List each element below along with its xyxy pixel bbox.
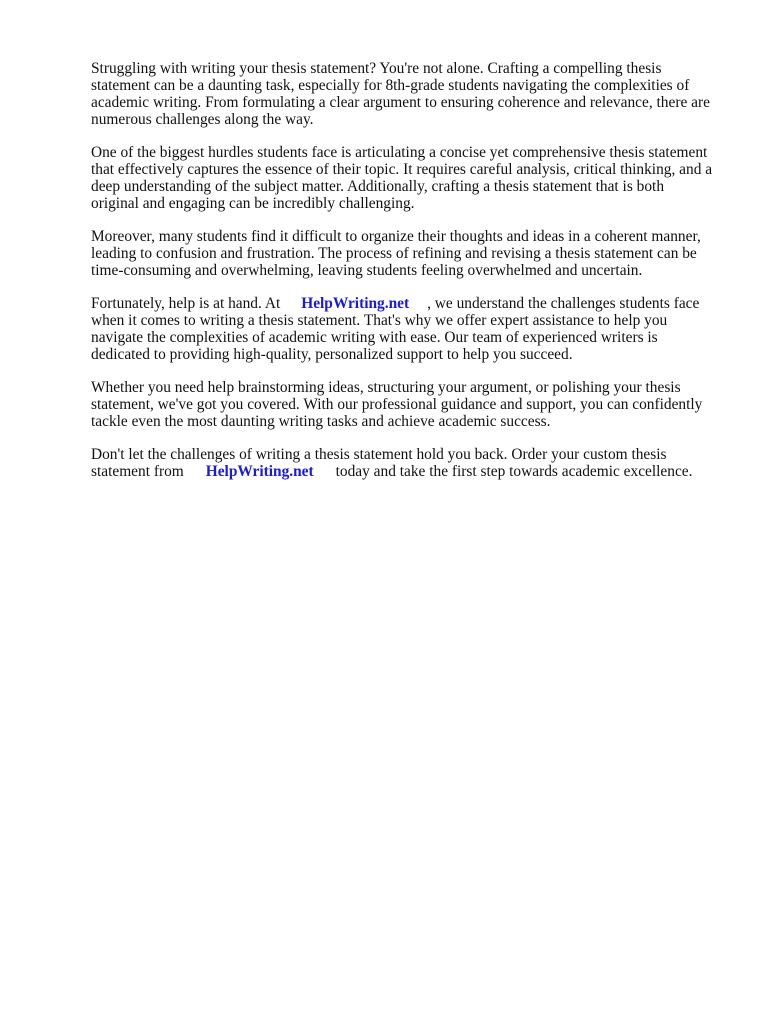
text-line: One of the biggest hurdles students face is articulating a concise yet comprehensive thesis statement (91, 144, 708, 161)
text-line: Whether you need help brainstorming ideas, structuring your argument, or polishing your thesis (91, 379, 681, 396)
text-segment: Fortunately, help is at hand. At (91, 295, 281, 312)
paragraph-intro (91, 60, 731, 128)
text-line: Don't let the challenges of writing a thesis statement hold you back. Order your custom thesis (91, 446, 667, 463)
text-line: tackle even the most daunting writing tasks and achieve academic success. (91, 413, 551, 430)
paragraph-organize (91, 228, 731, 279)
text-line: statement, we've got you covered. With our professional guidance and support, you can confidently (91, 396, 703, 413)
text-line-with-link (91, 463, 731, 480)
paragraph-hurdles (91, 144, 731, 212)
text-segment: today and take the first step towards academic excellence. (335, 463, 693, 480)
text-line: statement can be a daunting task, especially for 8th-grade students navigating the complexities of (91, 77, 690, 94)
document-body (91, 60, 731, 496)
paragraph-call-to-action (91, 446, 731, 480)
text-line-with-link (91, 295, 731, 312)
helpwriting-link[interactable]: HelpWriting.net (301, 295, 410, 312)
text-segment: statement from (91, 463, 184, 480)
text-line: original and engaging can be incredibly challenging. (91, 195, 415, 212)
text-line: leading to confusion and frustration. The process of refining and revising a thesis statement can be (91, 245, 697, 262)
text-line: when it comes to writing a thesis statement. That's why we offer expert assistance to help you (91, 312, 668, 329)
text-line: time-consuming and overwhelming, leaving students feeling overwhelmed and uncertain. (91, 262, 643, 279)
text-line: deep understanding of the subject matter. Additionally, crafting a thesis statement that is both (91, 178, 665, 195)
text-line: that effectively captures the essence of their topic. It requires careful analysis, critical thinking, and a (91, 161, 713, 178)
text-line: Moreover, many students find it difficult to organize their thoughts and ideas in a coherent manner, (91, 228, 701, 245)
text-line: Struggling with writing your thesis statement? You're not alone. Crafting a compelling thesis (91, 60, 662, 77)
text-line: dedicated to providing high-quality, personalized support to help you succeed. (91, 346, 573, 363)
helpwriting-link[interactable]: HelpWriting.net (205, 463, 314, 480)
text-line: navigate the complexities of academic writing with ease. Our team of experienced writers is (91, 329, 658, 346)
paragraph-help (91, 295, 731, 363)
paragraph-coverage (91, 379, 731, 430)
text-line: academic writing. From formulating a clear argument to ensuring coherence and relevance, there are (91, 94, 710, 111)
text-line: numerous challenges along the way. (91, 111, 314, 128)
text-segment: , we understand the challenges students face (427, 295, 700, 312)
